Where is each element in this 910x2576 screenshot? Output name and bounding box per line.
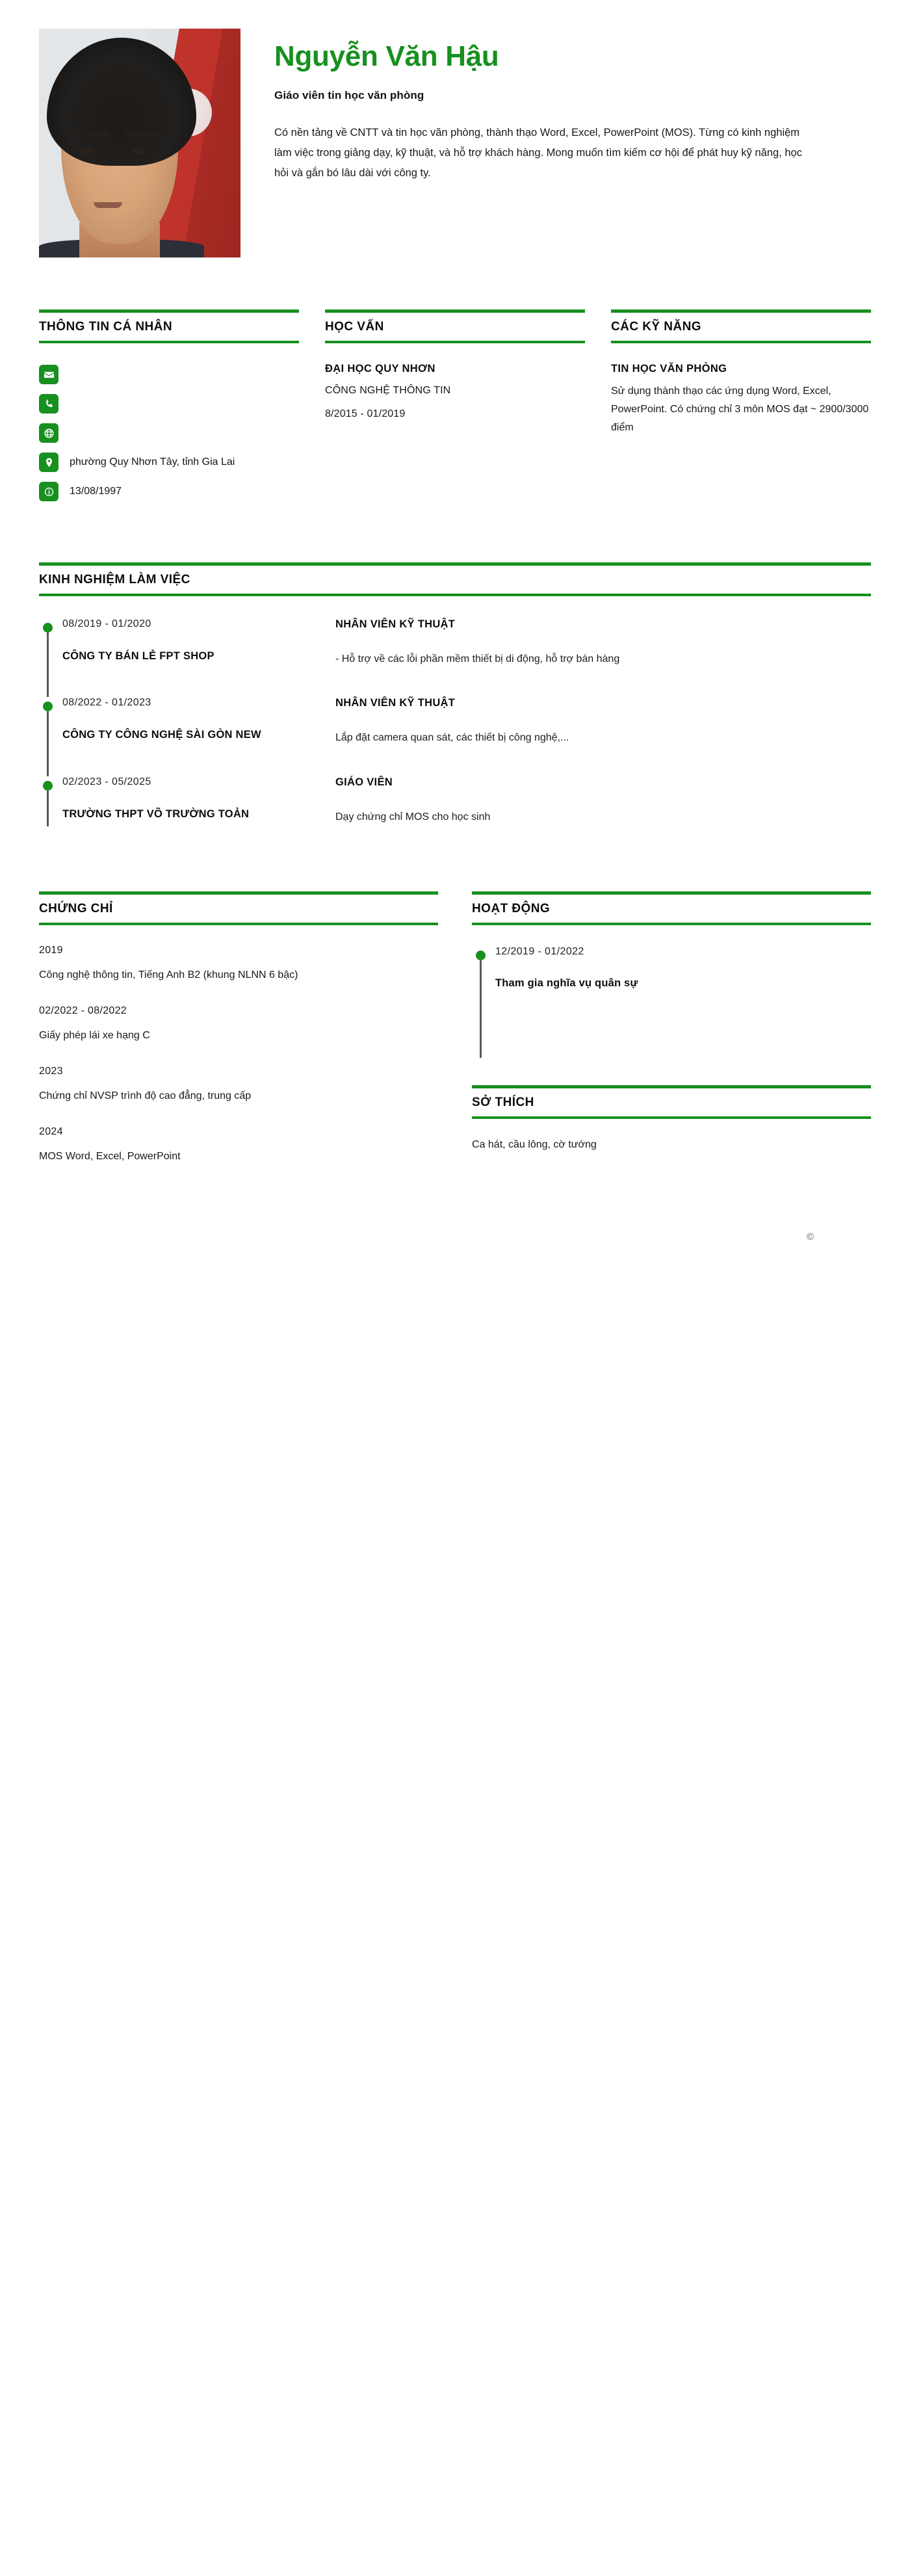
photo-mouth: [94, 202, 122, 208]
education-major: CÔNG NGHỆ THÔNG TIN: [325, 384, 451, 396]
certificate-name: Công nghệ thông tin, Tiếng Anh B2 (khung NLNN 6 bậc): [39, 969, 298, 981]
experience-section-head: [39, 562, 871, 596]
timeline-bar: [47, 791, 49, 827]
info-education-skills-band: [39, 309, 871, 506]
candidate-summary: Có nền tảng về CNTT và tin học văn phòng, thành thạo Word, Excel, PowerPoint (MOS). Từng có kinh nghiệm làm việc trong giảng dạy, kỹ thuật, và hỗ trợ khách hàng. Mong muốn tìm kiếm cơ hội để phát huy kỹ năng, học hỏi và gắn bó lâu dài với công ty.: [274, 127, 802, 179]
education-period: 8/2015 - 01/2019: [325, 408, 406, 419]
experience-title: NHÂN VIÊN KỸ THUẬT: [335, 618, 456, 630]
certificate-date: 02/2022 - 08/2022: [39, 1005, 127, 1017]
skills-entry: [611, 361, 871, 437]
experience-date: 08/2019 - 01/2020: [62, 618, 151, 629]
skills-heading: CÁC KỸ NĂNG: [611, 320, 702, 334]
info-row-address: [39, 448, 299, 477]
activities-column: [472, 891, 871, 1164]
experience-section: [39, 562, 871, 832]
experience-left: [62, 776, 335, 826]
certificate-name: Giấy phép lái xe hạng C: [39, 1030, 150, 1042]
experience-right: [335, 776, 871, 826]
timeline-bar: [480, 960, 482, 1058]
info-value-address: phường Quy Nhơn Tây, tỉnh Gia Lai: [70, 456, 235, 468]
activities-list: [472, 946, 871, 1058]
timeline-dot-icon: [43, 702, 53, 711]
certificate-item: [39, 945, 438, 983]
certificates-heading: CHỨNG CHỈ: [39, 902, 113, 916]
personal-info-column: [39, 309, 299, 506]
education-entry: [325, 361, 585, 423]
info-row-email: [39, 360, 299, 389]
activity-item: [472, 946, 871, 1058]
certificate-date: 2019: [39, 945, 63, 956]
certificates-list: [39, 945, 438, 1164]
experience-organization: CÔNG TY BÁN LẺ FPT SHOP: [62, 650, 214, 662]
hobbies-heading: SỞ THÍCH: [472, 1096, 534, 1110]
experience-item: [39, 697, 871, 776]
education-school: ĐẠI HỌC QUY NHƠN: [325, 362, 436, 375]
experience-title: NHÂN VIÊN KỸ THUẬT: [335, 697, 456, 709]
certificates-column: [39, 891, 438, 1164]
envelope-icon: [39, 365, 58, 384]
photo-eye-left: [79, 148, 94, 154]
experience-item: [39, 618, 871, 698]
certificate-item: [39, 1126, 438, 1164]
header-text-block: [274, 29, 871, 183]
experience-description: Dạy chứng chỉ MOS cho học sinh: [335, 811, 491, 822]
experience-item: [39, 776, 871, 832]
education-column: [325, 309, 585, 506]
education-section-head: [325, 309, 585, 343]
activities-section-head: [472, 891, 871, 925]
education-heading: HỌC VẤN: [325, 320, 384, 334]
photo-eye-right: [132, 148, 146, 154]
certificate-item: [39, 1066, 438, 1104]
copyright-symbol: ©: [807, 1231, 814, 1242]
experience-list: [39, 618, 871, 832]
certificate-name: Chứng chỉ NVSP trình độ cao đẳng, trung cấp: [39, 1090, 252, 1102]
experience-organization: TRƯỜNG THPT VÕ TRƯỜNG TOẢN: [62, 808, 250, 820]
certificate-item: [39, 1005, 438, 1044]
info-circle-icon: [39, 482, 58, 501]
profile-photo: [39, 29, 240, 257]
timeline-bar: [47, 711, 49, 776]
experience-description: - Hỗ trợ về các lỗi phần mềm thiết bị di động, hỗ trợ bán hàng: [335, 653, 620, 664]
skill-body: Sử dụng thành thạo các ứng dụng Word, Excel, PowerPoint. Có chứng chỉ 3 môn MOS đạt ~ 2900/3000 điểm: [611, 385, 869, 433]
experience-title: GIÁO VIÊN: [335, 776, 393, 788]
certificate-date: 2023: [39, 1066, 63, 1077]
location-pin-icon: [39, 453, 58, 472]
timeline-bar: [47, 633, 49, 698]
hobbies-text: Ca hát, cầu lông, cờ tướng: [472, 1138, 597, 1150]
hobbies-section: [472, 1085, 871, 1153]
info-value-birthday: 13/08/1997: [70, 486, 122, 497]
globe-icon: [39, 423, 58, 443]
skills-column: [611, 309, 871, 506]
experience-description: Lắp đặt camera quan sát, các thiết bị công nghệ,...: [335, 732, 569, 744]
candidate-name: Nguyễn Văn Hậu: [274, 40, 499, 72]
info-row-phone: [39, 389, 299, 419]
certificate-name: MOS Word, Excel, PowerPoint: [39, 1151, 181, 1163]
experience-right: [335, 618, 871, 668]
personal-info-section-head: [39, 309, 299, 343]
experience-organization: CÔNG TY CÔNG NGHỆ SÀI GÒN NEW: [62, 729, 261, 741]
experience-date: 02/2023 - 05/2025: [62, 776, 151, 787]
timeline-dot-icon: [43, 781, 53, 791]
personal-info-heading: THÔNG TIN CÁ NHÂN: [39, 320, 173, 334]
certificates-section-head: [39, 891, 438, 925]
info-row-birthday: [39, 477, 299, 506]
info-row-website: [39, 419, 299, 448]
experience-date: 08/2022 - 01/2023: [62, 697, 151, 709]
experience-left: [62, 618, 335, 668]
experience-right: [335, 697, 871, 746]
cv-header: [39, 0, 871, 257]
timeline-dot-icon: [476, 951, 486, 960]
skill-title: TIN HỌC VĂN PHÒNG: [611, 362, 727, 375]
activity-title: Tham gia nghĩa vụ quân sự: [495, 977, 638, 990]
certificates-activities-band: [39, 891, 871, 1164]
personal-info-list: [39, 360, 299, 506]
hobbies-section-head: [472, 1085, 871, 1119]
phone-icon: [39, 394, 58, 414]
activity-date: 12/2019 - 01/2022: [495, 946, 584, 958]
certificate-date: 2024: [39, 1126, 63, 1138]
timeline-dot-icon: [43, 623, 53, 633]
experience-heading: KINH NGHIỆM LÀM VIỆC: [39, 572, 190, 586]
experience-left: [62, 697, 335, 746]
candidate-role: Giáo viên tin học văn phòng: [274, 89, 424, 102]
activities-heading: HOẠT ĐỘNG: [472, 902, 551, 916]
skills-section-head: [611, 309, 871, 343]
